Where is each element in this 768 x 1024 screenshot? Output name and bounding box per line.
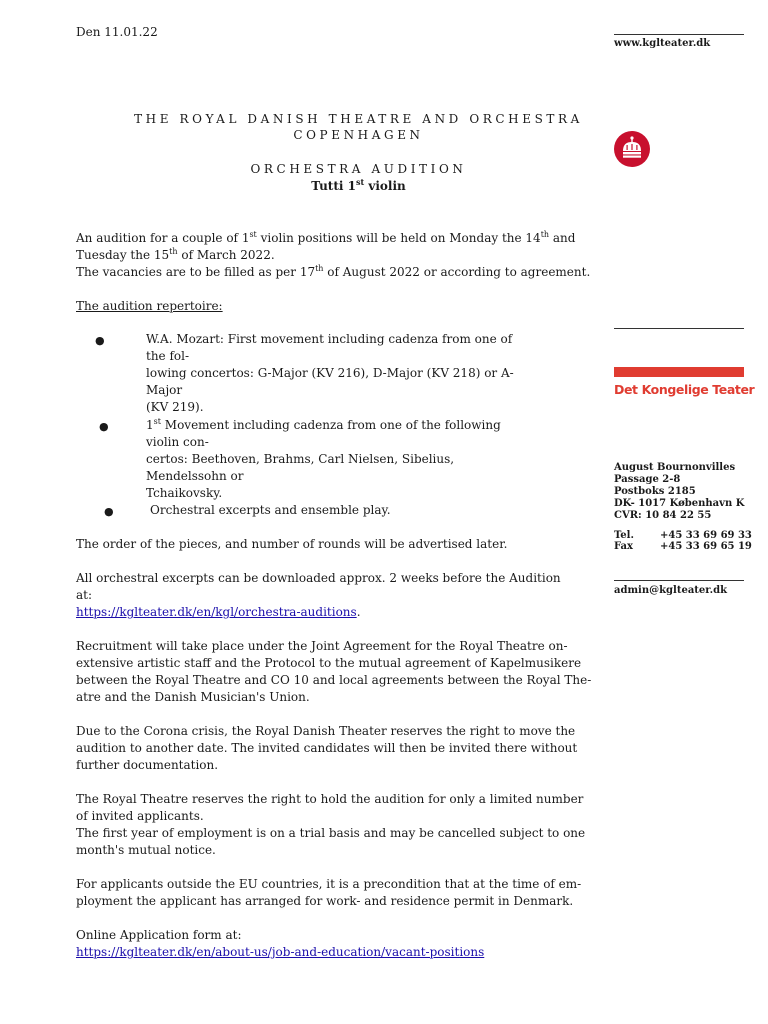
list-item-mozart: W.A. Mozart: First movement including cadenza from one of the fol- lowing concertos: G-Major (KV 216), D-Major (KV 218) or A-Major (KV 219). <box>146 332 514 414</box>
application-paragraph: Online Application form at: https://kglteater.dk/en/about-us/job-and-education/vacant-positions <box>76 928 485 959</box>
letter-title-city: COPENHAGEN <box>293 128 424 142</box>
intro-paragraph: An audition for a couple of 1st violin positions will be held on Monday the 14th and Tuesday the 15th of March 2022. The vacancies are to be filled as per 17th of August 2022 or according to agreement. <box>76 230 591 279</box>
website-link[interactable]: www.kglteater.dk <box>614 38 711 49</box>
address-line: Passage 2-8 <box>614 474 681 485</box>
email-link[interactable]: admin@kglteater.dk <box>614 585 728 596</box>
address-line: August Bournonvilles <box>614 462 736 473</box>
sidebar-divider <box>614 328 744 329</box>
address-line: Postboks 2185 <box>614 486 696 497</box>
vacant-positions-link[interactable]: https://kglteater.dk/en/about-us/job-and-education/vacant-positions <box>76 945 485 959</box>
repertoire-heading: The audition repertoire: <box>76 299 223 313</box>
limited-paragraph: The Royal Theatre reserves the right to hold the audition for only a limited number of invited applicants. The first year of employment is on a trial basis and may be cancelled subject to one month's mutual notice. <box>76 792 586 857</box>
recruitment-paragraph: Recruitment will take place under the Joint Agreement for the Royal Theatre on- extensive artistic staff and the Protocol to the mutual agreement of Kapelmusikere between the Royal Theatre and CO 10 and local agreements between the Royal The- atre and the Danish Musician's Union. <box>76 639 592 704</box>
list-item-concertos: 1st Movement including cadenza from one of the following violin con- certos: Beethoven, Brahms, Carl Nielsen, Sibelius, Mendelssohn or Tchaikovsky. <box>146 417 501 500</box>
bullet-marker: ● <box>99 420 109 433</box>
eu-paragraph: For applicants outside the EU countries, it is a precondition that at the time of em- ployment the applicant has arranged for work- and residence permit in Denmark. <box>76 877 582 908</box>
order-note: The order of the pieces, and number of rounds will be advertised later. <box>76 537 508 551</box>
position-title: Tutti 1st violin <box>311 177 406 193</box>
fax-label: Fax <box>614 541 633 552</box>
phone-label: Tel. <box>614 530 634 541</box>
excerpts-paragraph: All orchestral excerpts can be downloaded approx. 2 weeks before the Audition at: https://kglteater.dk/en/kgl/orchestra-auditions. <box>76 571 561 619</box>
address-block <box>614 462 744 522</box>
brand-name: Det Kongelige Teater <box>614 382 755 397</box>
fax-row <box>614 541 752 553</box>
letter-date: Den 11.01.22 <box>76 25 158 39</box>
orchestra-auditions-link[interactable]: https://kglteater.dk/en/kgl/orchestra-auditions <box>76 605 357 619</box>
address-line: DK- 1017 København K <box>614 498 745 509</box>
header-divider <box>614 34 744 35</box>
letter-title: THE ROYAL DANISH THEATRE AND ORCHESTRA <box>134 112 583 126</box>
letter-subtitle: ORCHESTRA AUDITION <box>250 162 467 176</box>
fax-number: +45 33 69 65 19 <box>660 541 752 552</box>
bullet-marker: ● <box>104 505 114 518</box>
contact-divider <box>614 580 744 581</box>
address-line: CVR: 10 84 22 55 <box>614 510 712 521</box>
corona-paragraph: Due to the Corona crisis, the Royal Danish Theater reserves the right to move the audition to another date. The invited candidates will then be invited there without further documentation. <box>76 724 578 772</box>
list-item-excerpts: Orchestral excerpts and ensemble play. <box>150 503 391 517</box>
brand-bar <box>614 367 744 377</box>
bullet-marker: ● <box>95 334 105 347</box>
phone-number: +45 33 69 69 33 <box>660 530 752 541</box>
